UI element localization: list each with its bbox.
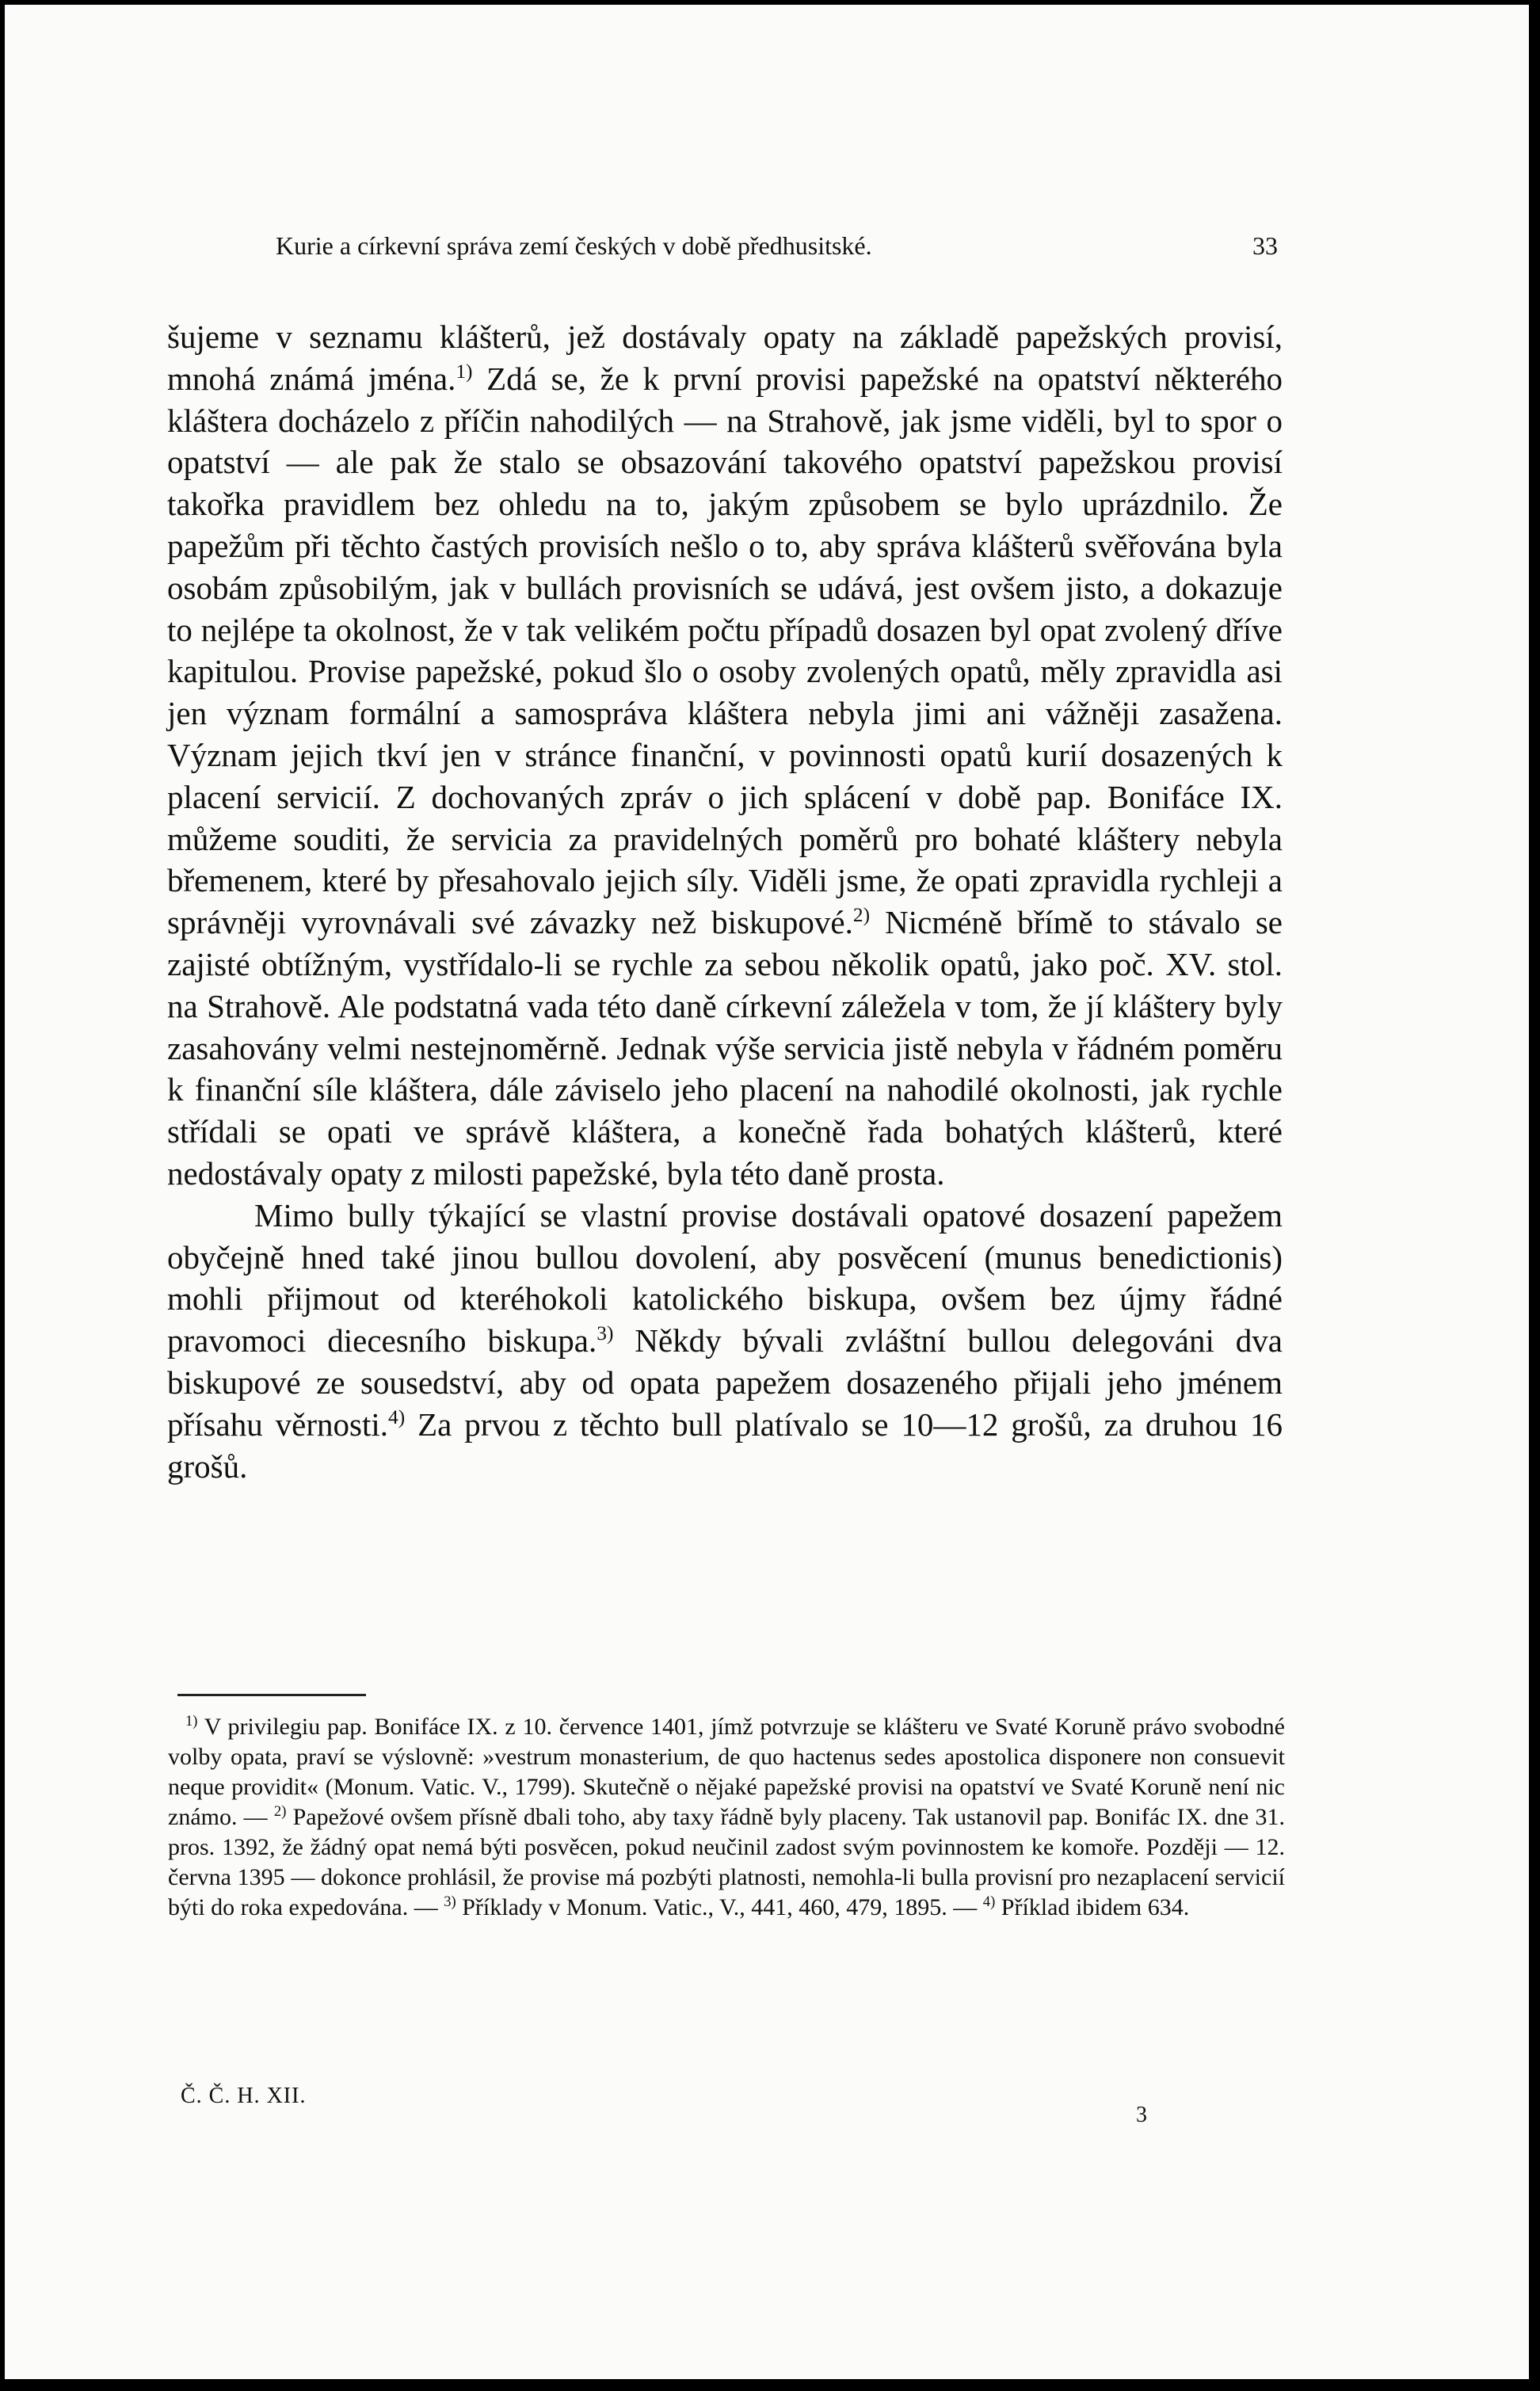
- footnote-marker: 2): [273, 1802, 287, 1820]
- footnote-text: Papežové ovšem přísně dbali toho, aby taxy řádně byly placeny. Tak ustanovil pap. Bonifác IX. dne 31. pros. 1392, že žádný opat nemá býti posvěcen, pokud neučinil zadost svým povinnostem ke komoře. Později — 12. června 1395 — dokonce prohlásil, že provise má pozbýti platnosti, nemohla-li bulla provisní pro nezaplacení servicií býti do roka expedována. —: [168, 1804, 1285, 1920]
- footnotes: [168, 1712, 1285, 1923]
- text-run: Zdá se, že k první provisi papežské na opatství některého kláštera docházelo z příčin nahodilých — na Strahově, jak jsme viděli, byl to spor o opatství — ale pak že stalo se obsazování takového opatství papežskou provisí takořka pravidlem bez ohledu na to, jakým způsobem se bylo uprázdnilo. Že papežům při těchto častých provisích nešlo o to, aby správa klášterů svěřována byla osobám způsobilým, jak v bullách provisních se udává, jest ovšem jisto, a dokazuje to nejlépe ta okolnost, že v tak velikém počtu případů dosazen byl opat zvolený dříve kapitulou. Provise papežské, pokud šlo o osoby zvolených opatů, měly zpravidla asi jen význam formální a samospráva kláštera nebyla jimi ani vážněji zasažena. Význam jejich tkví jen v stránce finanční, v povinnosti opatů kurií dosazených k placení servicií. Z dochovaných zpráv o jich splácení v době pap. Bonifáce IX. můžeme souditi, že servicia za pravidelných poměrů pro bohaté kláštery nebyla břemenem, které by přesahovalo jejich síly. Viděli jsme, že opati zpravidla rychleji a správněji vyrovnávali své závazky než biskupové.: [167, 360, 1283, 941]
- sheet-number: 3: [1136, 2103, 1147, 2127]
- footnote-text: V privilegiu pap. Bonifáce IX. z 10. července 1401, jímž potvrzuje se klášteru ve Svaté Koruně právo svobodné volby opata, praví se výslovně: »vestrum monasterium, de quo hactenus sedes apostolica disponere non consuevit neque providit« (Monum. Vatic. V., 1799). Skutečně o nějaké papežské provisi na opatství ve Svaté Koruně není nic známo. —: [168, 1714, 1285, 1830]
- footnote-block: [168, 1712, 1285, 1923]
- footnote-marker: 3): [444, 1893, 456, 1910]
- footnote-ref: 3): [597, 1321, 614, 1344]
- main-text: [167, 316, 1283, 1487]
- footnote-marker: 1): [185, 1712, 198, 1729]
- text-run: Nicméně břímě to stávalo se zajisté obtížným, vystřídalo-li se rychle za sebou několik opatů, jako poč. XV. stol. na Strahově. Ale podstatná vada této daně církevní záležela v tom, že jí kláštery byly zasahovány velmi nestejnoměrně. Jednak výše servicia jistě nebyla v řádném poměru k finanční síle kláštera, dále záviselo jeho placení na nahodilé okolnosti, jak rychle střídali se opati ve správě kláštera, a konečně řada bohatých klášterů, které nedostávaly opaty z milosti papežské, byla této daně prosta.: [167, 904, 1283, 1192]
- printer-signature: Č. Č. H. XII.: [181, 2084, 307, 2108]
- footnote-marker: 4): [982, 1893, 996, 1910]
- text-run: Někdy bývali zvláštní bullou delegováni dva biskupové ze sousedství, aby od opata papežem dosazeného přijali jeho jménem přísahu věrnosti.: [167, 1322, 1283, 1443]
- footnote-text: Příklad ibidem 634.: [995, 1894, 1190, 1920]
- running-header: [276, 231, 1278, 276]
- footnote-ref: 4): [387, 1405, 406, 1428]
- paragraph: [167, 1195, 1283, 1488]
- footnote-ref: 2): [852, 903, 871, 926]
- running-title: Kurie a církevní správa zemí českých v době předhusitské.: [276, 231, 872, 260]
- text-run: Za prvou z těchto bull platívalo se 10—12 grošů, za druhou 16 grošů.: [167, 1405, 1283, 1485]
- footnote-divider: [177, 1694, 366, 1696]
- footnote-text: Příklady v Monum. Vatic., V., 441, 460, 479, 1895. —: [456, 1894, 983, 1920]
- text-run: šujeme v seznamu klášterů, jež dostávaly opaty na základě papežských provisí, mnohá známá jména.: [167, 318, 1283, 397]
- page-number: 33: [1252, 231, 1278, 260]
- footnote-ref: 1): [456, 360, 473, 383]
- text-run: Mimo bully týkající se vlastní provise dostávali opatové dosazení papežem obyčejně hned také jinou bullou dovolení, aby posvěcení (munus benedictionis) mohli přijmout od kteréhokoli katolického biskupa, ovšem bez újmy řádné pravomoci diecesního biskupa.: [167, 1196, 1283, 1359]
- paragraph: [167, 316, 1283, 1195]
- book-page: [5, 5, 1529, 2379]
